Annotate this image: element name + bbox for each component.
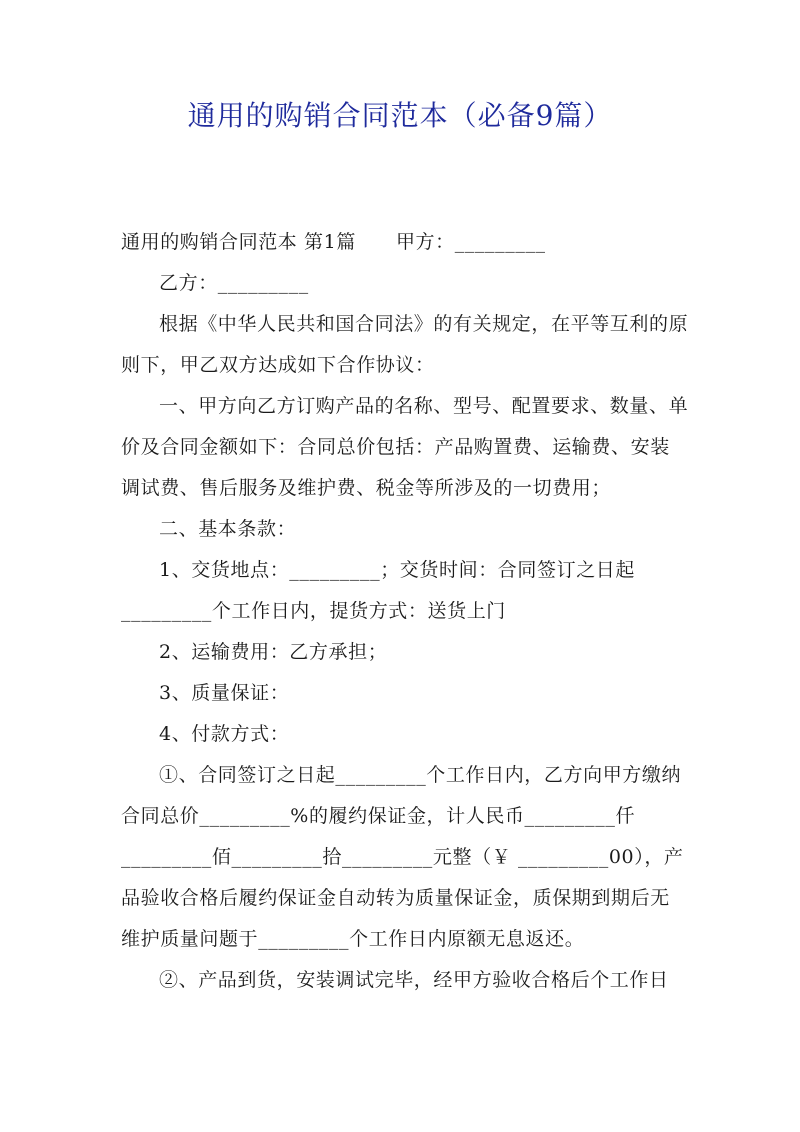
party-a-field: 甲方：_________: [395, 231, 546, 253]
document-body: [121, 222, 689, 1001]
paragraph-transport: 2、运输费用：乙方承担；: [159, 641, 388, 663]
paragraph-delivery: 1、交货地点：_________；交货时间：合同签订之日起_________个工作日内，提货方式：送货上门: [121, 559, 635, 622]
paragraph-payment-item-2: ②、产品到货，安装调试完毕，经甲方验收合格后个工作日: [159, 969, 669, 991]
paragraph-clause-1: 一、甲方向乙方订购产品的名称、型号、配置要求、数量、单价及合同金额如下：合同总价包括：产品购置费、运输费、安装调试费、售后服务及维护费、税金等所涉及的一切费用；: [121, 395, 689, 499]
paragraph-preamble: 根据《中华人民共和国合同法》的有关规定，在平等互利的原则下，甲乙双方达成如下合作协议：: [121, 313, 689, 376]
paragraph-clause-2-heading: 二、基本条款：: [159, 518, 297, 540]
party-b-field: 乙方：_________: [159, 272, 309, 294]
paragraph-payment-item-1: ①、合同签订之日起_________个工作日内，乙方向甲方缴纳合同总价_________%的履约保证金，计人民币_________仟_________佰_________拾_________元整（￥ _________00），产品验收合格后履约保证金自动转为质量保证金，质保期到期后无维护质量问题于_________个工作日内原额无息返还。: [121, 764, 684, 950]
paragraph-quality: 3、质量保证：: [159, 682, 290, 704]
section-heading: 通用的购销合同范本 第1篇: [121, 231, 356, 253]
document-title: 通用的购销合同范本（必备9篇）: [187, 99, 613, 132]
section-heading-line: [121, 222, 689, 263]
paragraph-payment: 4、付款方式：: [159, 723, 290, 745]
